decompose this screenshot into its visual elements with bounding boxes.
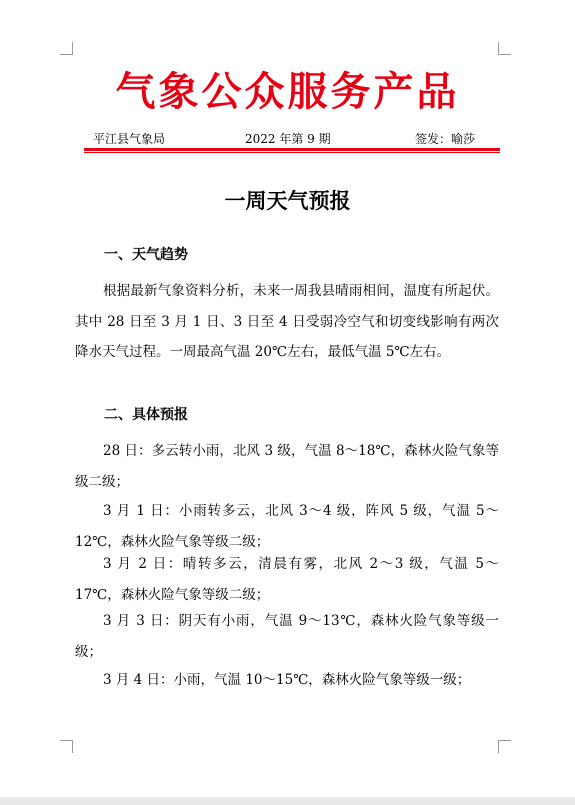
header-rule-thick — [84, 148, 500, 151]
forecast-day-mar-2: 3 月 2 日：晴转多云，清晨有雾，北风 2～3 级，气温 5～17℃，森林火险气象等级二级； — [75, 556, 499, 603]
margin-mark-bottom-right — [498, 740, 511, 753]
header-rule-thin — [84, 152, 500, 153]
viewer-bottom-band — [0, 797, 575, 805]
forecast-day-28: 28 日：多云转小雨，北风 3 级，气温 8～18℃，森林火险气象等级二级； — [75, 443, 499, 490]
forecast-day-mar-3: 3 月 3 日：阴天有小雨，气温 9～13℃，森林火险气象等级一级； — [75, 613, 499, 660]
margin-mark-top-right — [498, 42, 511, 55]
section-heading-trend: 一、天气趋势 — [104, 247, 188, 263]
issue-number: 2022 年第 9 期 — [245, 132, 331, 146]
signer-label: 签发：喻莎 — [415, 132, 476, 146]
trend-paragraph: 根据最新气象资料分析，未来一周我县晴雨相间，温度有所起伏。其中 28 日至 3 月 1 日、3 日至 4 日受弱冷空气和切变线影响有两次降水天气过程。一周最高气温 20℃左右，最低气温 5℃左右。 — [75, 283, 499, 360]
margin-mark-bottom-left — [60, 740, 73, 753]
masthead-title: 气象公众服务产品 — [115, 69, 460, 115]
issuer-label: 平江县气象局 — [93, 132, 166, 146]
section-heading-forecast: 二、具体预报 — [104, 407, 188, 423]
forecast-day-mar-1: 3 月 1 日：小雨转多云，北风 3～4 级，阵风 5 级，气温 5～12℃，森林火险气象等级二级； — [75, 503, 499, 550]
forecast-day-mar-4: 3 月 4 日：小雨，气温 10～15℃，森林火险气象等级一级； — [103, 672, 471, 688]
document-title: 一周天气预报 — [224, 189, 351, 213]
margin-mark-top-left — [60, 42, 73, 55]
